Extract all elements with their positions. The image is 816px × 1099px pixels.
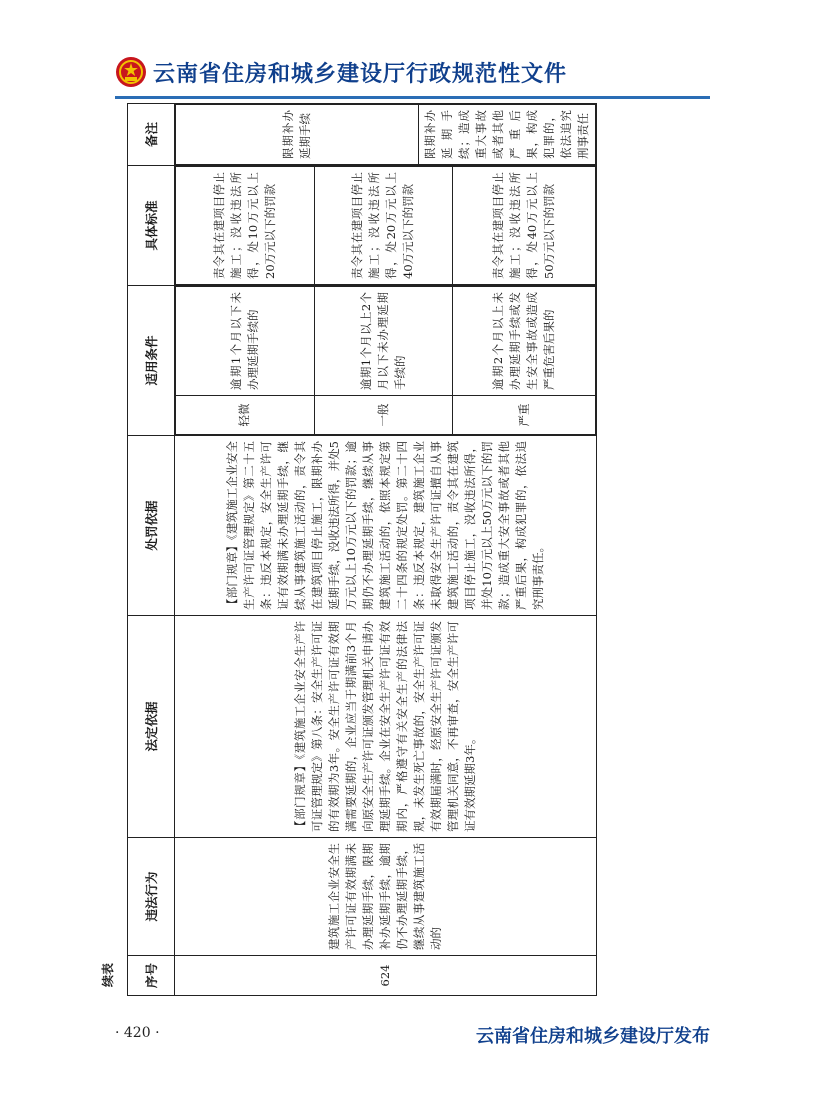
- cell-remarks: [175, 104, 597, 166]
- standard-general: 责令其在建项目停止施工；没收违法所得，处20万元以上40万元以下的罚款: [314, 167, 453, 285]
- header-standard: 具体标准: [128, 166, 175, 286]
- penalty-table-rotated: [127, 104, 597, 996]
- condition-general: 逾期1个月以上2个月以下未办理延期手续的: [314, 287, 453, 396]
- document-header: [115, 52, 567, 92]
- level-minor: 轻微: [176, 396, 315, 435]
- penalty-table: [127, 103, 597, 996]
- remark-severe: 限期补办延期手续；造成重大事故或者其他严重后果，构成犯罪的，依法追究刑事责任: [419, 105, 596, 165]
- level-general: 一般: [314, 396, 453, 435]
- standard-subtable: [175, 166, 596, 285]
- header-violation: 违法行为: [128, 838, 175, 956]
- level-severe: 严重: [453, 396, 596, 435]
- page-number: · 420 ·: [115, 1025, 160, 1041]
- remark-minor-general: 限期补办延期手续: [176, 105, 419, 165]
- standard-severe: 责令其在建项目停止施工；没收违法所得，处40万元以上50万元以下的罚款: [453, 167, 596, 285]
- cell-conditions: [175, 286, 597, 436]
- continued-label: 续表: [101, 963, 115, 988]
- header-legal-basis: 法定依据: [128, 616, 175, 838]
- header-penalty-basis: 处罚依据: [128, 436, 175, 616]
- condition-minor: 逾期1个月以下未办理延期手续的: [176, 287, 315, 396]
- cell-violation: 建筑施工企业安全生产许可证有效期满未办理延期手续，限期补办延期手续，逾期仍不办理延期手续，继续从事建筑施工活动的: [175, 838, 597, 956]
- header-seq: 序号: [128, 956, 175, 996]
- condition-severe: 逾期2个月以上未办理延期手续或发生安全事故或造成严重危害后果的: [453, 287, 596, 396]
- conditions-subtable: [175, 286, 596, 435]
- table-header-row: [128, 104, 175, 996]
- header-conditions: 适用条件: [128, 286, 175, 436]
- remarks-subtable: [175, 104, 596, 165]
- header-remarks: 备注: [128, 104, 175, 166]
- cell-seq: 624: [175, 956, 597, 996]
- header-title: 云南省住房和城乡建设厅行政规范性文件: [153, 61, 568, 87]
- table-row: [175, 104, 597, 996]
- standard-minor: 责令其在建项目停止施工；没收违法所得，处10万元以上20万元以下的罚款: [176, 167, 315, 285]
- cell-standard: [175, 166, 597, 286]
- national-emblem-icon: [115, 56, 147, 88]
- cell-legal-basis: 【部门规章】《建筑施工企业安全生产许可证管理规定》第八条：安全生产许可证的有效期为3年。安全生产许可证有效期满需要延期的，企业应当于期满前3个月向原安全生产许可证颁发管理机关申请办理延期手续。企业在安全生产许可证有效期内，严格遵守有关安全生产的法律法规，未发生死亡事故的，安全生产许可证有效期届满时，经原安全生产许可证颁发管理机关同意，不再审查，安全生产许可证有效期延期3年。: [175, 616, 597, 838]
- footer-publisher: 云南省住房和城乡建设厅发布: [476, 1026, 710, 1047]
- cell-penalty-basis: 【部门规章】《建筑施工企业安全生产许可证管理规定》第二十五条：违反本规定，安全生产许可证有效期满未办理延期手续，继续从事建筑施工活动的，责令其在建筑项目停止施工，限期补办延期手续，没收违法所得，并处5万元以上10万元以下的罚款；逾期仍不办理延期手续，继续从事建筑施工活动的，依照本规定第二十四条的规定处罚。第二十四条：违反本规定，建筑施工企业未取得安全生产许可证擅自从事建筑施工活动的，责令其在建筑项目停止施工，没收违法所得，并处10万元以上50万元以下的罚款；造成重大安全事故或者其他严重后果，构成犯罪的，依法追究刑事责任。: [175, 436, 597, 616]
- header-divider: [115, 96, 710, 99]
